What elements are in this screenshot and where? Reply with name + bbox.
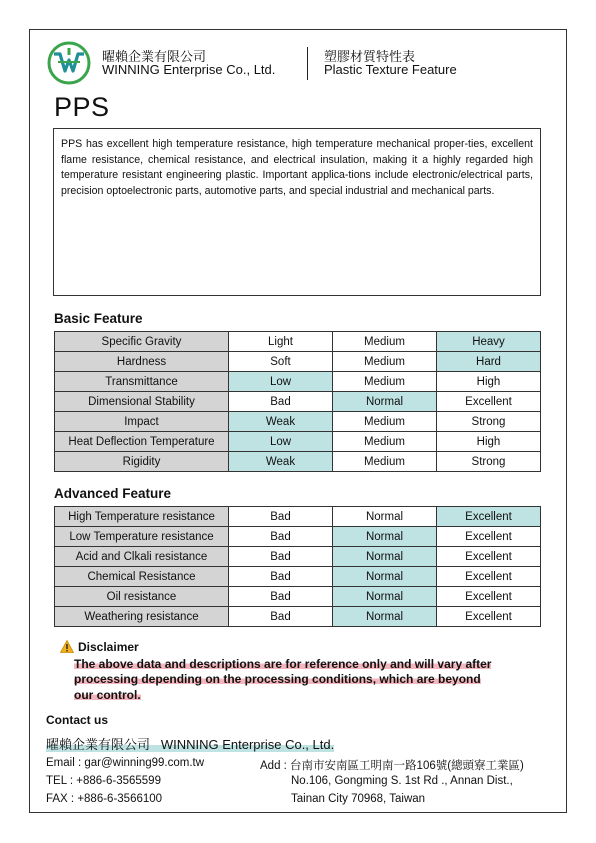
- advanced-feature-row-label: High Temperature resistance: [55, 507, 229, 527]
- basic-feature-row-value: Bad: [229, 392, 333, 412]
- description-text: PPS has excellent high temperature resistance, high temperature mechanical proper-ties, excellent flame resistance, chemical resistance, and electrical insulation, making it a highly regarded high temperature resistant engineering plastic. Important applica-tions include electronic/electrical parts, precision optoelectronic parts, automotive parts, and special industrial and mechanical parts.: [61, 138, 533, 197]
- advanced-feature-row: [55, 587, 541, 607]
- advanced-feature-row-value: Excellent: [437, 607, 541, 627]
- disclaimer-line: our control.: [74, 687, 141, 702]
- basic-feature-row-label: Impact: [55, 412, 229, 432]
- basic-feature-row-value-selected: Hard: [437, 352, 541, 372]
- warning-icon: [60, 640, 74, 653]
- basic-feature-row-value-selected: Normal: [333, 392, 437, 412]
- basic-feature-row-value: Soft: [229, 352, 333, 372]
- advanced-feature-row: [55, 607, 541, 627]
- advanced-feature-row-value: Bad: [229, 527, 333, 547]
- basic-feature-row-value-selected: Low: [229, 432, 333, 452]
- advanced-feature-table: [54, 506, 541, 627]
- basic-feature-row-value: Medium: [333, 432, 437, 452]
- advanced-feature-row-label: Low Temperature resistance: [55, 527, 229, 547]
- advanced-feature-row-value: Excellent: [437, 547, 541, 567]
- basic-feature-table: [54, 331, 541, 472]
- disclaimer-text: [74, 657, 519, 703]
- advanced-feature-row: [55, 547, 541, 567]
- basic-feature-row-label: Dimensional Stability: [55, 392, 229, 412]
- advanced-feature-row-value: Bad: [229, 587, 333, 607]
- basic-feature-row: [55, 412, 541, 432]
- advanced-feature-row-value-selected: Normal: [333, 527, 437, 547]
- contact-address-en-2: Tainan City 70968, Taiwan: [291, 793, 426, 805]
- advanced-feature-row-value-selected: Normal: [333, 607, 437, 627]
- disclaimer-line: The above data and descriptions are for reference only and will vary after: [74, 657, 492, 671]
- advanced-feature-row-label: Acid and Clkali resistance: [55, 547, 229, 567]
- description-box: [53, 128, 541, 296]
- advanced-feature-row-value: Bad: [229, 507, 333, 527]
- basic-feature-row-label: Hardness: [55, 352, 229, 372]
- advanced-feature-row: [55, 527, 541, 547]
- advanced-feature-row-value: Normal: [333, 507, 437, 527]
- basic-feature-row: [55, 372, 541, 392]
- disclaimer-line: processing depending on the processing conditions, which are beyond: [74, 672, 481, 687]
- basic-feature-row-value-selected: Weak: [229, 452, 333, 472]
- disclaimer-title: Disclaimer: [78, 640, 139, 654]
- basic-feature-row-label: Heat Deflection Temperature: [55, 432, 229, 452]
- disclaimer-heading: [60, 640, 139, 654]
- basic-feature-row-value: Medium: [333, 372, 437, 392]
- basic-feature-row-value: Medium: [333, 412, 437, 432]
- basic-feature-row: [55, 352, 541, 372]
- basic-feature-row-value: Medium: [333, 452, 437, 472]
- advanced-feature-title: Advanced Feature: [54, 486, 172, 501]
- advanced-feature-row-value-selected: Normal: [333, 547, 437, 567]
- advanced-feature-row-value: Bad: [229, 547, 333, 567]
- advanced-feature-row-value: Excellent: [437, 587, 541, 607]
- advanced-feature-row-label: Weathering resistance: [55, 607, 229, 627]
- basic-feature-row-value: Excellent: [437, 392, 541, 412]
- basic-feature-row: [55, 332, 541, 352]
- basic-feature-title: Basic Feature: [54, 311, 143, 326]
- contact-fax: FAX : +886-6-3566100: [46, 793, 163, 805]
- basic-feature-row-value-selected: Low: [229, 372, 333, 392]
- advanced-feature-row-label: Chemical Resistance: [55, 567, 229, 587]
- basic-feature-row-label: Specific Gravity: [55, 332, 229, 352]
- basic-feature-row: [55, 452, 541, 472]
- basic-feature-row-label: Rigidity: [55, 452, 229, 472]
- advanced-feature-row-value-selected: Normal: [333, 567, 437, 587]
- contact-email[interactable]: Email : gar@winning99.com.tw: [46, 757, 205, 769]
- advanced-feature-row-label: Oil resistance: [55, 587, 229, 607]
- material-name: PPS: [54, 92, 110, 122]
- contact-address-en-1: No.106, Gongming S. 1st Rd ., Annan Dist.,: [291, 775, 513, 787]
- advanced-feature-row: [55, 507, 541, 527]
- header-divider: [307, 47, 308, 80]
- basic-feature-row-value: Medium: [333, 332, 437, 352]
- basic-feature-row-value: Strong: [437, 412, 541, 432]
- basic-feature-row-value-selected: Heavy: [437, 332, 541, 352]
- basic-feature-row-value: High: [437, 372, 541, 392]
- advanced-feature-row-value: Bad: [229, 567, 333, 587]
- contact-address-zh: Add : 台南市安南區工明南一路106號(總頭寮工業區): [260, 760, 524, 772]
- advanced-feature-row-value: Excellent: [437, 567, 541, 587]
- winning-logo-icon: [46, 40, 92, 86]
- contact-title: Contact us: [46, 713, 109, 727]
- doc-title-en: Plastic Texture Feature: [324, 62, 457, 77]
- advanced-feature-row-value-selected: Excellent: [437, 507, 541, 527]
- contact-company-text: 曜賴企業有限公司 WINNING Enterprise Co., Ltd.: [46, 737, 335, 752]
- company-name-zh: 曜賴企業有限公司: [102, 49, 207, 64]
- basic-feature-row-value-selected: Weak: [229, 412, 333, 432]
- contact-company: [46, 734, 334, 753]
- basic-feature-row: [55, 432, 541, 452]
- basic-feature-row-label: Transmittance: [55, 372, 229, 392]
- doc-title-zh: 塑膠材質特性表: [324, 49, 416, 64]
- advanced-feature-row: [55, 567, 541, 587]
- basic-feature-row: [55, 392, 541, 412]
- basic-feature-row-value: Medium: [333, 352, 437, 372]
- advanced-feature-row-value: Excellent: [437, 527, 541, 547]
- basic-feature-row-value: Light: [229, 332, 333, 352]
- basic-feature-row-value: High: [437, 432, 541, 452]
- company-name-en: WINNING Enterprise Co., Ltd.: [102, 62, 276, 77]
- basic-feature-row-value: Strong: [437, 452, 541, 472]
- advanced-feature-row-value: Bad: [229, 607, 333, 627]
- advanced-feature-row-value-selected: Normal: [333, 587, 437, 607]
- contact-tel: TEL : +886-6-3565599: [46, 775, 161, 787]
